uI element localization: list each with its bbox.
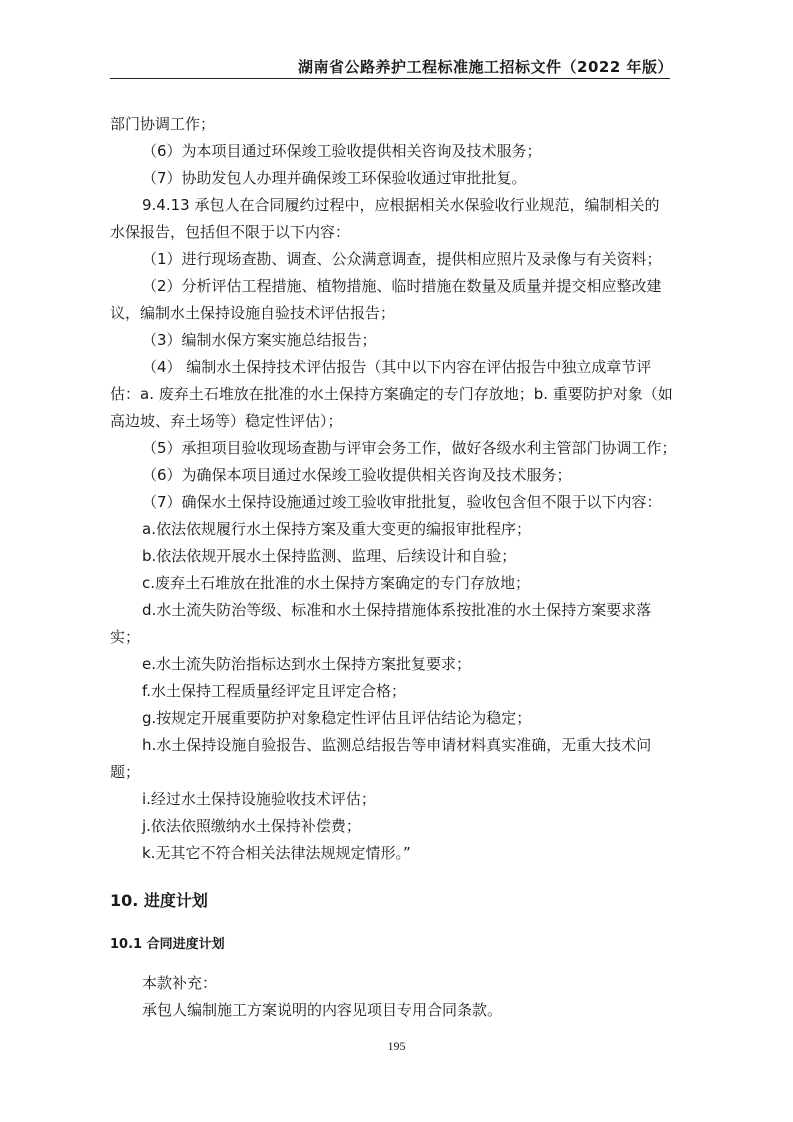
- body-line: （1）进行现场查勘、调查、公众满意调查，提供相应照片及录像与有关资料；: [142, 250, 662, 268]
- section-line: 本款补充：: [142, 974, 218, 992]
- body-line: 水保报告，包括但不限于以下内容：: [110, 223, 351, 241]
- body-line: 实；: [110, 628, 141, 646]
- body-line: a.依法依规履行水土保持方案及重大变更的编报审批程序；: [142, 520, 531, 538]
- body-line: 部门协调工作；: [110, 115, 216, 133]
- body-line: d.水土流失防治等级、标准和水土保持措施体系按批准的水土保持方案要求落: [142, 601, 652, 619]
- body-line: e.水土流失防治指标达到水土保持方案批复要求；: [142, 655, 471, 673]
- body-line: （4） 编制水土保持技术评估报告（其中以下内容在评估报告中独立成章节评: [142, 358, 652, 376]
- body-line: 议，编制水土保持设施自验技术评估报告；: [110, 304, 396, 322]
- body-line: （7）协助发包人办理并确保竣工环保验收通过审批批复。: [142, 169, 527, 187]
- body-line: f.水土保持工程质量经评定且评定合格；: [142, 682, 406, 700]
- body-line: j.依法依照缴纳水土保持补偿费；: [142, 817, 361, 835]
- body-line: k.无其它不符合相关法律法规规定情形。”: [142, 844, 411, 862]
- body-line: （2）分析评估工程措施、植物措施、临时措施在数量及质量并提交相应整改建: [142, 277, 662, 295]
- body-line: （6）为确保本项目通过水保竣工验收提供相关咨询及技术服务；: [142, 466, 572, 484]
- body-line: （7）确保水土保持设施通过竣工验收审批批复，验收包含但不限于以下内容：: [142, 493, 662, 511]
- body-line: （5）承担项目验收现场查勘与评审会务工作，做好各级水利主管部门协调工作；: [142, 439, 677, 457]
- body-line: （6）为本项目通过环保竣工验收提供相关咨询及技术服务；: [142, 142, 542, 160]
- body-line: c.废弃土石堆放在批准的水土保持方案确定的专门存放地；: [142, 574, 531, 592]
- header-divider: [110, 78, 670, 79]
- body-line: 9.4.13 承包人在合同履约过程中，应根据相关水保验收行业规范，编制相关的: [142, 196, 660, 214]
- body-line: b.依法依规开展水土保持监测、监理、后续设计和自验；: [142, 547, 517, 565]
- body-line: h.水土保持设施自验报告、监测总结报告等申请材料真实准确，无重大技术问: [142, 736, 652, 754]
- body-line: 估：a. 废弃土石堆放在批准的水土保持方案确定的专门存放地；b. 重要防护对象（如: [110, 385, 673, 403]
- section-line: 承包人编制施工方案说明的内容见项目专用合同条款。: [142, 1001, 503, 1019]
- body-line: i.经过水土保持设施验收技术评估；: [142, 790, 376, 808]
- page-number: 195: [387, 1039, 406, 1053]
- body-line: 题；: [110, 763, 141, 781]
- subsection-heading: 10.1 合同进度计划: [110, 937, 225, 952]
- body-line: （3）编制水保方案实施总结报告；: [142, 331, 377, 349]
- section-heading: 10. 进度计划: [110, 891, 208, 910]
- header-title: 湖南省公路养护工程标准施工招标文件（2022 年版）: [298, 58, 673, 76]
- body-line: 高边坡、弃土场等）稳定性评估）；: [110, 412, 343, 430]
- body-line: g.按规定开展重要防护对象稳定性评估且评估结论为稳定；: [142, 709, 532, 727]
